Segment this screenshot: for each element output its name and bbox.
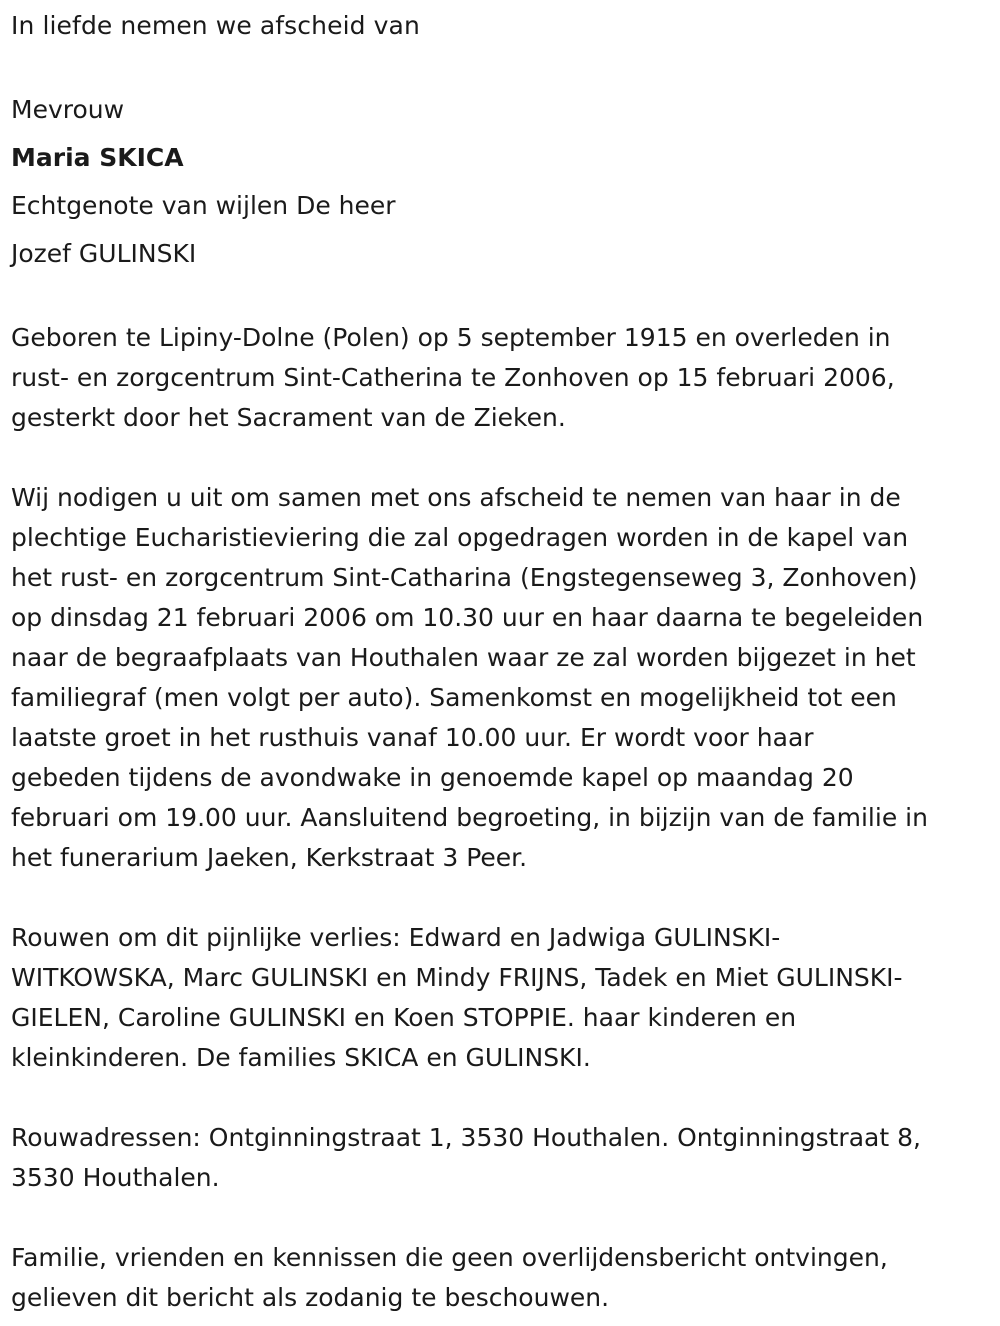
paragraph-line: gelieven dit bericht als zodanig te beschouwen. (11, 1283, 610, 1312)
mourners-paragraph (11, 918, 996, 1078)
ceremony-paragraph (11, 478, 996, 878)
birth-death-paragraph (11, 318, 996, 438)
paragraph-line: Wij nodigen u uit om samen met ons afscheid te nemen van haar in de (11, 483, 901, 512)
deceased-name: Maria SKICA (11, 143, 184, 172)
intro-line: In liefde nemen we afscheid van (11, 11, 420, 40)
paragraph-line: op dinsdag 21 februari 2006 om 10.30 uur en haar daarna te begeleiden (11, 603, 924, 632)
paragraph-line: rust- en zorgcentrum Sint-Catherina te Zonhoven op 15 februari 2006, (11, 363, 895, 392)
paragraph-line: 3530 Houthalen. (11, 1163, 220, 1192)
honorific: Mevrouw (11, 95, 125, 124)
paragraph-line: gebeden tijdens de avondwake in genoemde kapel op maandag 20 (11, 763, 854, 792)
paragraph-line: familiegraf (men volgt per auto). Samenkomst en mogelijkheid tot een (11, 683, 897, 712)
spouse-label: Echtgenote van wijlen De heer (11, 191, 396, 220)
paragraph-line: kleinkinderen. De families SKICA en GULINSKI. (11, 1043, 591, 1072)
paragraph-line: naar de begraafplaats van Houthalen waar ze zal worden bijgezet in het (11, 643, 916, 672)
notice-paragraph (11, 1238, 996, 1318)
address-paragraph (11, 1118, 996, 1198)
paragraph-line: Rouwen om dit pijnlijke verlies: Edward en Jadwiga GULINSKI- (11, 923, 781, 952)
paragraph-line: laatste groet in het rusthuis vanaf 10.00 uur. Er wordt voor haar (11, 723, 814, 752)
paragraph-line: Rouwadressen: Ontginningstraat 1, 3530 Houthalen. Ontginningstraat 8, (11, 1123, 921, 1152)
paragraph-line: GIELEN, Caroline GULINSKI en Koen STOPPIE. haar kinderen en (11, 1003, 797, 1032)
paragraph-line: gesterkt door het Sacrament van de Zieken. (11, 403, 566, 432)
paragraph-line: Familie, vrienden en kennissen die geen overlijdensbericht ontvingen, (11, 1243, 888, 1272)
paragraph-line: februari om 19.00 uur. Aansluitend begroeting, in bijzijn van de familie in (11, 803, 928, 832)
paragraph-line: Geboren te Lipiny-Dolne (Polen) op 5 september 1915 en overleden in (11, 323, 891, 352)
paragraph-line: plechtige Eucharistieviering die zal opgedragen worden in de kapel van (11, 523, 909, 552)
paragraph-line: het funerarium Jaeken, Kerkstraat 3 Peer. (11, 843, 528, 872)
paragraph-line: het rust- en zorgcentrum Sint-Catharina (Engstegenseweg 3, Zonhoven) (11, 563, 918, 592)
paragraph-line: WITKOWSKA, Marc GULINSKI en Mindy FRIJNS, Tadek en Miet GULINSKI- (11, 963, 903, 992)
spouse-name: Jozef GULINSKI (11, 239, 197, 268)
obituary-document (11, 6, 996, 1318)
